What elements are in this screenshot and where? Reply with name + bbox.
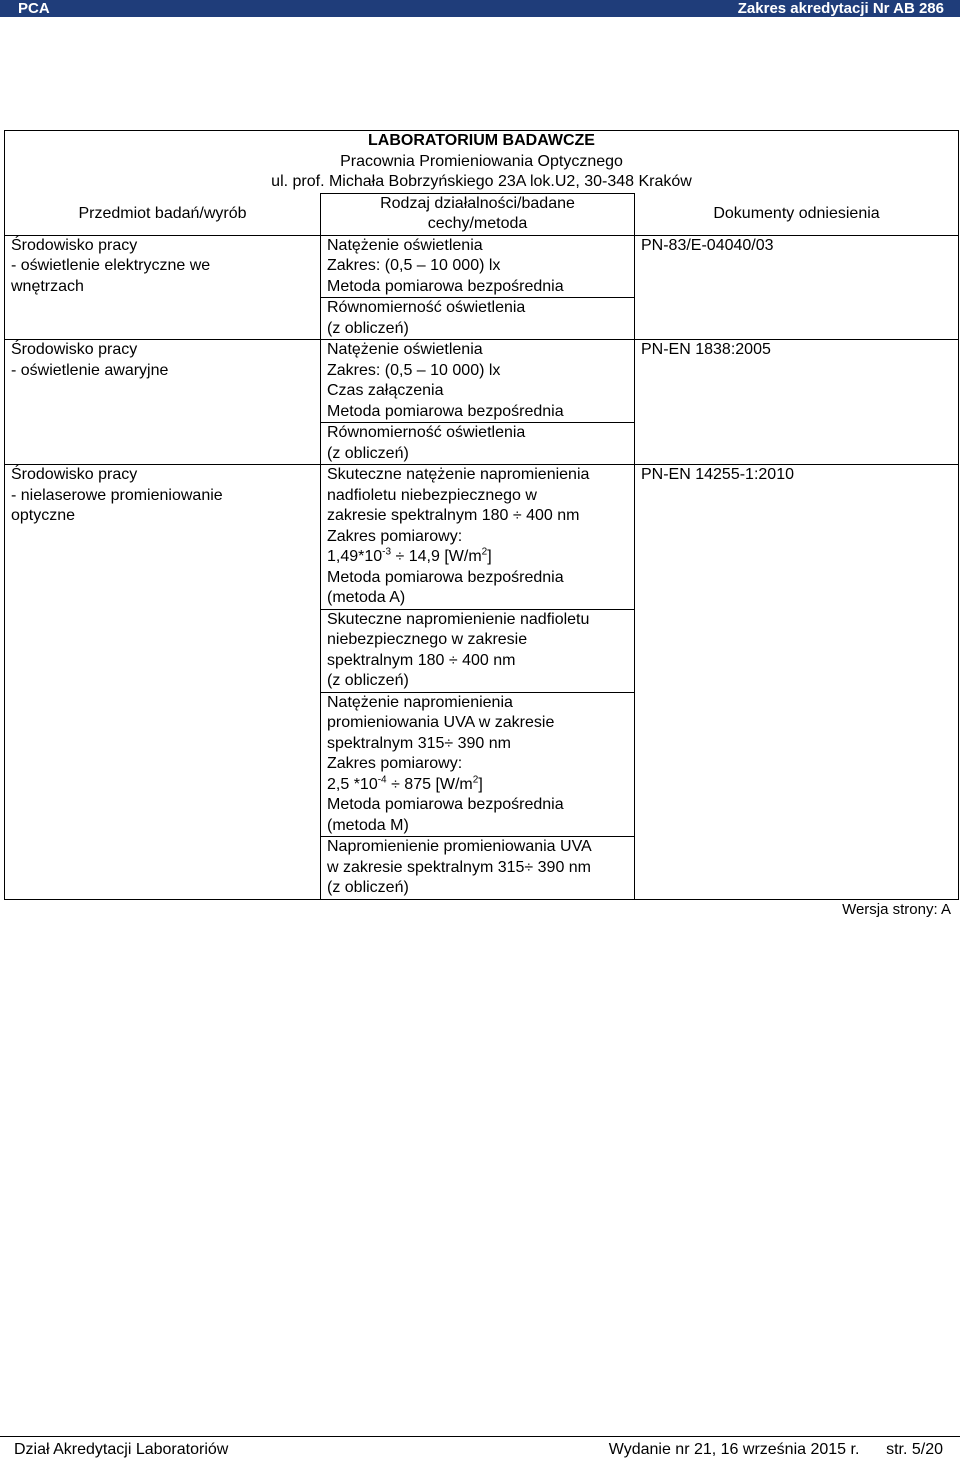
- range-end: ÷ 14,9 [W/m: [391, 548, 482, 565]
- method-line: Natężenie oświetlenia: [327, 236, 483, 254]
- method-cell: [321, 465, 635, 610]
- method-line: zakresie spektralnym 180 ÷ 400 nm: [327, 507, 580, 524]
- method-line: promieniowania UVA w zakresie: [327, 714, 555, 731]
- reference-doc: PN-83/E-04040/03: [641, 236, 774, 254]
- unit-exponent: 2: [481, 546, 488, 558]
- exponent: -3: [382, 546, 392, 558]
- unit-exponent: 2: [472, 774, 479, 786]
- method-line: niebezpiecznego w zakresie: [327, 631, 528, 648]
- method-line: spektralnym 180 ÷ 400 nm: [327, 651, 516, 669]
- method-line: (metoda A): [327, 589, 406, 606]
- reference-doc: PN-EN 1838:2005: [641, 341, 771, 358]
- subject-cell: Środowisko pracy - oświetlenie elektryczne we wnętrzach: [5, 235, 321, 340]
- method-line: Równomierność oświetlenia: [327, 424, 526, 441]
- method-line: Skuteczne natężenie napromienienia: [327, 466, 590, 483]
- col-header-docs: Dokumenty odniesienia: [635, 193, 959, 235]
- method-line: Metoda pomiarowa bezpośrednia: [327, 402, 564, 420]
- method-cell: [321, 340, 635, 423]
- method-line: Napromienienie promieniowania UVA: [327, 838, 592, 855]
- col-header-method-line1: Rodzaj działalności/badane: [380, 194, 575, 212]
- footer-department: Dział Akredytacji Laboratoriów: [14, 1441, 229, 1458]
- method-line: Równomierność oświetlenia: [327, 299, 526, 316]
- method-cell: [321, 837, 635, 900]
- method-line: Czas załączenia: [327, 382, 444, 399]
- method-cell: [321, 298, 635, 340]
- method-cell: [321, 235, 635, 298]
- doc-cell: [635, 235, 959, 340]
- method-line: Natężenie oświetlenia: [327, 341, 483, 358]
- method-line: (z obliczeń): [327, 672, 409, 689]
- page-footer: [0, 1436, 960, 1460]
- footer-edition: Wydanie nr 21, 16 września 2015 r. str. 5/20: [608, 1441, 943, 1458]
- lab-address: ul. prof. Michała Bobrzyńskiego 23A lok.U2, 30-348 Kraków: [271, 173, 692, 190]
- lab-header-cell: [5, 131, 959, 194]
- range-end: ÷ 875 [W/m: [386, 775, 473, 793]
- accreditation-table: [4, 130, 959, 900]
- col-header-method: [321, 193, 635, 235]
- method-cell: [321, 692, 635, 837]
- header-org: PCA: [18, 0, 50, 17]
- method-line: (z obliczeń): [327, 879, 409, 896]
- range-start: 1,49*10: [327, 548, 383, 565]
- reference-doc: PN-EN 14255-1:2010: [641, 466, 794, 483]
- exponent: -4: [377, 774, 387, 786]
- subject-cell: Środowisko pracy - oświetlenie awaryjne: [5, 340, 321, 465]
- doc-cell: [635, 340, 959, 465]
- method-line: (metoda M): [327, 816, 409, 834]
- method-line: Natężenie napromienienia: [327, 693, 513, 711]
- method-line: nadfioletu niebezpiecznego w: [327, 486, 537, 504]
- subject-cell: Środowisko pracy - nielaserowe promieniowanie optyczne: [5, 465, 321, 900]
- lab-title: LABORATORIUM BADAWCZE: [368, 132, 595, 149]
- method-line: Zakres pomiarowy:: [327, 527, 463, 545]
- method-line: spektralnym 315÷ 390 nm: [327, 734, 511, 752]
- doc-cell: [635, 465, 959, 900]
- unit-close: ]: [478, 775, 483, 793]
- method-line: (z obliczeń): [327, 319, 409, 337]
- method-line: Metoda pomiarowa bezpośrednia: [327, 277, 564, 295]
- range-start: 2,5 *10: [327, 775, 378, 793]
- top-header-bar: [0, 0, 960, 17]
- range-line: [327, 547, 634, 568]
- lab-unit: Pracownia Promieniowania Optycznego: [340, 152, 623, 170]
- range-line: [327, 775, 634, 796]
- header-scope: Zakres akredytacji Nr AB 286: [737, 0, 944, 17]
- method-line: Metoda pomiarowa bezpośrednia: [327, 796, 564, 813]
- unit-close: ]: [487, 548, 492, 565]
- col-header-method-line2: cechy/metoda: [427, 215, 528, 232]
- method-line: Zakres: (0,5 – 10 000) lx: [327, 257, 501, 274]
- method-line: (z obliczeń): [327, 444, 409, 462]
- method-cell: [321, 423, 635, 465]
- method-cell: [321, 609, 635, 692]
- method-line: Metoda pomiarowa bezpośrednia: [327, 568, 564, 586]
- method-line: Zakres pomiarowy:: [327, 755, 463, 772]
- page-version: Wersja strony: A: [842, 901, 951, 918]
- method-line: Zakres: (0,5 – 10 000) lx: [327, 361, 501, 379]
- method-line: w zakresie spektralnym 315÷ 390 nm: [327, 858, 592, 876]
- col-header-subject: Przedmiot badań/wyrób: [5, 193, 321, 235]
- method-line: Skuteczne napromienienie nadfioletu: [327, 610, 590, 628]
